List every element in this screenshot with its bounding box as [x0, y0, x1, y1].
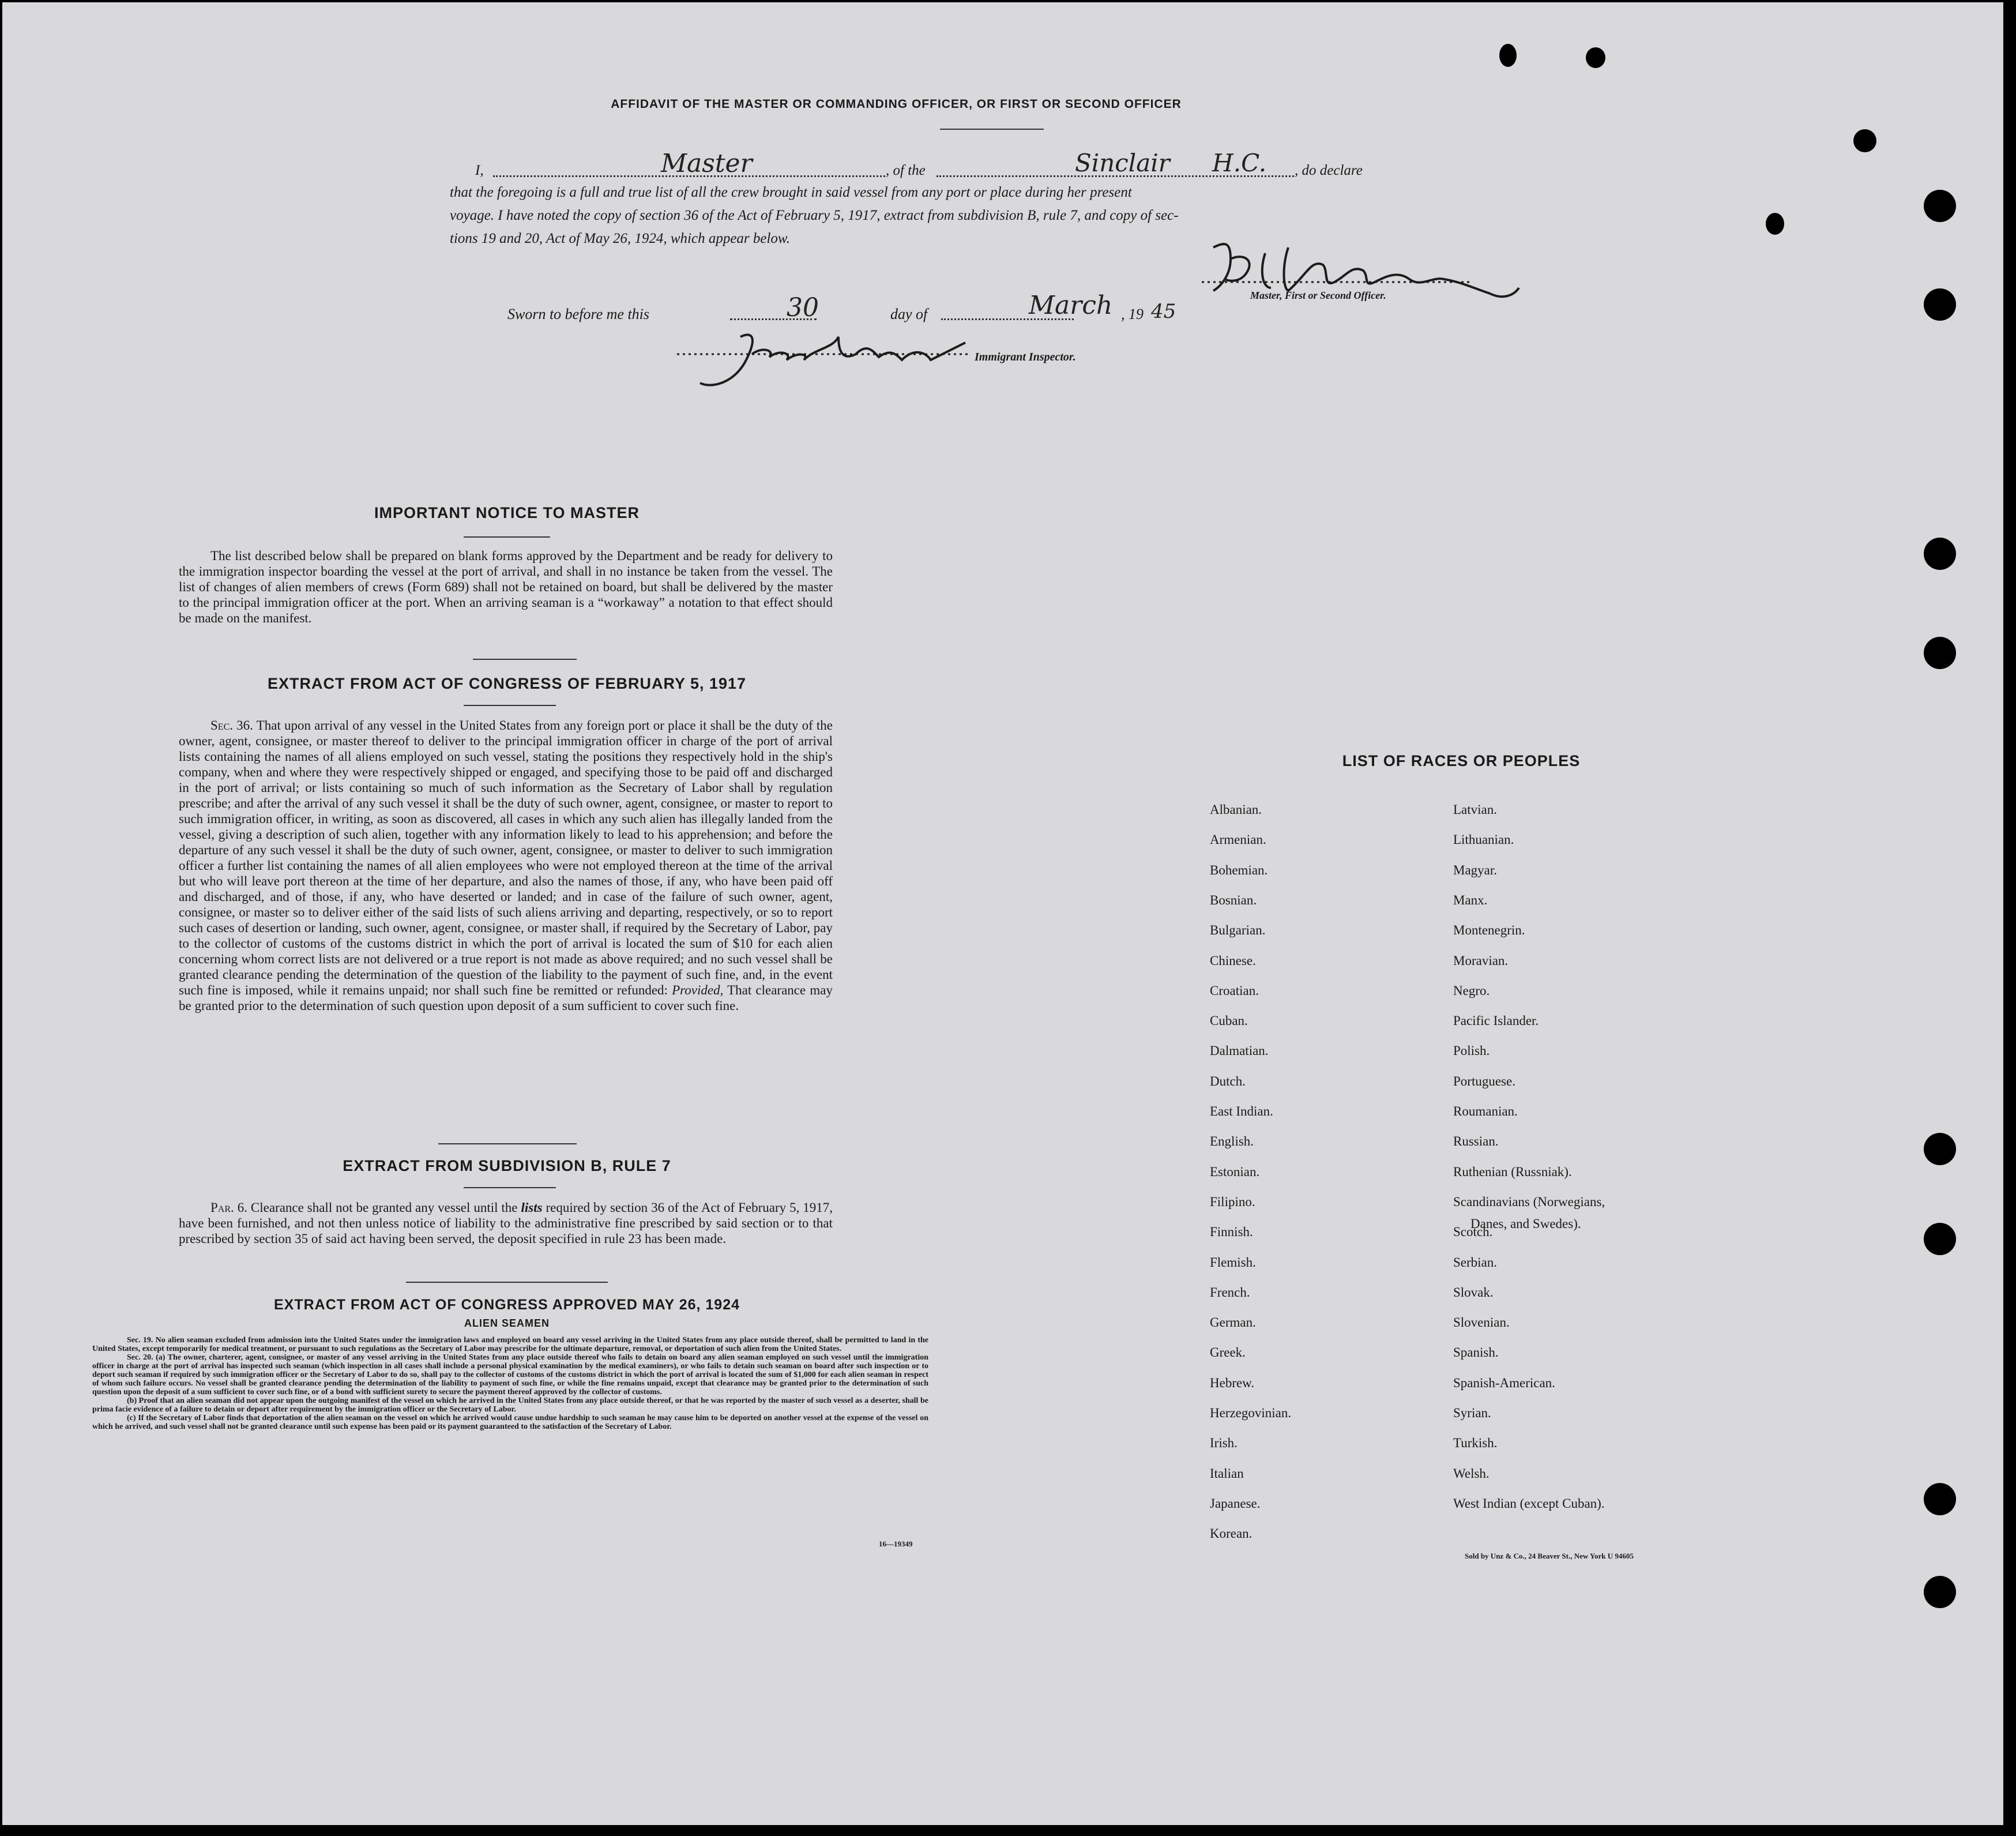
par-label: Par. 6.	[210, 1200, 247, 1215]
race-item: Serbian.	[1453, 1255, 1498, 1270]
race-item: Greek.	[1210, 1345, 1246, 1360]
race-item: Welsh.	[1453, 1466, 1490, 1481]
race-item: Herzegovinian.	[1210, 1406, 1292, 1420]
affidavit-line3: voyage. I have noted the copy of section 36 of the Act of February 5, 1917, extract from subdivision B, rule 7, and copy of sec-	[450, 208, 1179, 223]
inspector-signature	[665, 325, 988, 395]
race-item: Croatian.	[1210, 983, 1259, 998]
punch-hole	[1586, 47, 1605, 68]
race-item: Dutch.	[1210, 1074, 1246, 1088]
race-item: Lithuanian.	[1453, 832, 1514, 847]
alien-seamen-subtitle: ALIEN SEAMEN	[464, 1317, 550, 1329]
race-item: Latvian.	[1453, 802, 1497, 817]
inspector-caption: Immigrant Inspector.	[975, 351, 1076, 363]
punch-hole	[1924, 538, 1956, 570]
race-item: German.	[1210, 1315, 1256, 1330]
race-item: French.	[1210, 1285, 1250, 1300]
race-item: Spanish.	[1453, 1345, 1499, 1360]
form-number: 16—19349	[879, 1540, 913, 1548]
race-item: Italian	[1210, 1466, 1244, 1481]
year-prefix: , 19	[1121, 306, 1144, 322]
race-item: Bohemian.	[1210, 863, 1268, 877]
section-36-end: That clearance may be granted prior to the determination of such question upon deposit of a sum sufficient to cover such fine.	[179, 983, 833, 1013]
notice-body	[179, 548, 833, 626]
race-item: Portuguese.	[1453, 1074, 1515, 1088]
race-item: West Indian (except Cuban).	[1453, 1496, 1605, 1511]
sworn-label: Sworn to before me this	[507, 306, 650, 322]
race-item: Russian.	[1453, 1134, 1499, 1148]
subdivision-b-body	[179, 1200, 833, 1246]
sec-19-text: Sec. 19. No alien seaman excluded from admission into the United States under the immigration laws and employed on board any vessel arriving in the United States from any place outside thereof, shall be permitted to land in the United States, except temporarily for medical treatment, or pursuant to such regulations as the Secretary of Labor may prescribe for the ultimate departure, removal, or deportation of such alien from the United States.	[92, 1336, 928, 1353]
extract-1924-body	[92, 1336, 928, 1431]
month-handwritten: March	[1029, 291, 1113, 320]
section-label: Sec. 36.	[210, 718, 253, 733]
affidavit-title: AFFIDAVIT OF THE MASTER OR COMMANDING OFFICER, OR FIRST OR SECOND OFFICER	[611, 97, 1182, 111]
notice-paragraph: The list described below shall be prepared on blank forms approved by the Department and be ready for delivery to the immigration inspector boarding the vessel at the port of arrival, and shall in no instance be taken from the vessel. The list of changes of alien members of crews (Form 689) shall not be retained on board, but shall be delivered by the master to the principal immigration officer at the port. When an arriving seaman is a “workaway” a notation to that effect should be made on the manifest.	[179, 549, 833, 625]
race-item: Chinese.	[1210, 953, 1256, 968]
day-handwritten: 30	[787, 293, 819, 322]
race-item: Japanese.	[1210, 1496, 1261, 1511]
punch-hole	[1924, 637, 1956, 669]
lists-word: lists	[521, 1200, 543, 1215]
affidavit-line2: that the foregoing is a full and true list of all the crew brought in said vessel from any port or place during her present	[450, 185, 1132, 200]
of-the-label: , of the	[886, 163, 926, 178]
divider	[464, 536, 550, 538]
punch-hole	[1924, 1223, 1956, 1255]
punch-hole	[1924, 1576, 1956, 1608]
race-item: Spanish-American.	[1453, 1376, 1555, 1390]
race-item: Magyar.	[1453, 863, 1498, 877]
race-item: Finnish.	[1210, 1225, 1253, 1239]
par-6-text-b: required by section 36 of the Act of February 5, 1917, have been furnished, and not then unless notice of liability to the administrative fine prescribed by said section or to that prescribed by section 35 of said act having been served, the deposit specified in rule 23 has been made.	[179, 1200, 833, 1246]
sec-20c-text: (c) If the Secretary of Labor finds that deportation of the alien seaman on the vessel on which he arrived would cause undue hardship to such seaman he may cause him to be deported on another vessel at the expense of the vessel on which he arrived, and such vessel shall not be granted clearance until such expense has been paid or its payment guaranteed to the satisfaction of the Secretary of Labor.	[92, 1414, 928, 1431]
notice-title: IMPORTANT NOTICE TO MASTER	[374, 504, 640, 521]
divider	[464, 705, 556, 706]
race-item: Flemish.	[1210, 1255, 1256, 1270]
race-item: Negro.	[1453, 983, 1490, 998]
race-item: Armenian.	[1210, 832, 1266, 847]
provided-word: Provided,	[672, 983, 724, 997]
race-item: Bosnian.	[1210, 893, 1257, 907]
master-caption: Master, First or Second Officer.	[1250, 290, 1386, 301]
printer-imprint: Sold by Unz & Co., 24 Beaver St., New York U 94605	[1465, 1552, 1634, 1560]
race-item: English.	[1210, 1134, 1254, 1148]
divider	[940, 129, 1044, 130]
race-item: Estonian.	[1210, 1165, 1260, 1179]
race-item: Cuban.	[1210, 1013, 1248, 1028]
race-item: Roumanian.	[1453, 1104, 1518, 1118]
punch-hole	[1766, 213, 1784, 235]
divider	[473, 659, 577, 660]
race-item: Irish.	[1210, 1436, 1238, 1450]
race-item: Montenegrin.	[1453, 923, 1525, 937]
sec-20b-text: (b) Proof that an alien seaman did not appear upon the outgoing manifest of the vessel on which he arrived in the United States from any place outside thereof, or that he was reported by the master of such vessel as a deserter, shall be prima facie evidence of a failure to detain or deport after requirement by the immigration officer or the Secretary of Labor.	[92, 1396, 928, 1414]
i-label: I,	[475, 163, 484, 178]
day-of-label: day of	[890, 306, 928, 322]
extract-1917-body	[179, 718, 833, 1013]
punch-hole	[1924, 1483, 1956, 1515]
affidavit-line4: tions 19 and 20, Act of May 26, 1924, which appear below.	[450, 231, 791, 246]
race-item: Scotch.	[1453, 1225, 1493, 1239]
race-item: East Indian.	[1210, 1104, 1273, 1118]
race-item: Hebrew.	[1210, 1376, 1255, 1390]
race-item: Pacific Islander.	[1453, 1013, 1539, 1028]
vessel-name-handwritten: Sinclair H.C.	[1075, 149, 1267, 177]
race-item: Korean.	[1210, 1526, 1253, 1541]
divider	[406, 1282, 608, 1283]
punch-hole	[1924, 288, 1956, 321]
form-sheet	[2, 2, 2003, 1825]
race-item: Danes, and Swedes).	[1470, 1217, 1581, 1231]
race-item: Polish.	[1453, 1043, 1490, 1058]
punch-hole	[1853, 129, 1876, 152]
punch-hole	[1924, 1133, 1956, 1165]
year-handwritten: 45	[1151, 300, 1176, 323]
race-item: Ruthenian (Russniak).	[1453, 1165, 1572, 1179]
race-item: Slovak.	[1453, 1285, 1494, 1300]
race-item: Albanian.	[1210, 802, 1262, 817]
punch-hole	[1499, 44, 1517, 67]
race-item: Slovenian.	[1453, 1315, 1510, 1330]
subdivision-b-title: EXTRACT FROM SUBDIVISION B, RULE 7	[343, 1157, 671, 1174]
punch-hole	[1924, 190, 1956, 222]
section-36-text: That upon arrival of any vessel in the United States from any foreign port or place it shall be the duty of the owner, agent, consignee, or master thereof to deliver to the principal immigration officer in charge of the port of arrival lists containing the names of all aliens employed on such vessel, stating the positions they respectively hold in the ship's company, when and where they were respectively shipped or engaged, and specifying those to be paid off and discharged in the port of arrival; or lists containing so much of such information as the Secretary of Labor shall by regulation prescribe; and after the arrival of any such vessel it shall be the duty of such owner, agent, consignee, or master to report to such immigration officer, in writing, as soon as discovered, all cases in which any such alien has illegally landed from the vessel, giving a description of such alien, together with any information likely to lead to his apprehension; and before the departure of any such vessel it shall be the duty of such owner, agent, consignee, or master to deliver to such immigration officer a further list containing the names of all alien employees who were not employed thereon at the time of the arrival but who will leave port thereon at the time of her departure, and also the names of those, if any, who have been paid off and discharged, and of those, if any, who have deserted or landed; and in case of the failure of such owner, agent, consignee, or master so to deliver either of the said lists of such aliens arriving and departing, respectively, or so to report such cases of desertion or landing, such owner, agent, consignee, or master shall, if required by the Secretary of Labor, pay to the collector of customs of the customs district in which the port of arrival is located the sum of $10 for each alien concerning whom correct lists are not delivered or a true report is not made as above required; and no such vessel shall be granted clearance pending the determination of the question of the liability to the payment of such fine, and, in the event such fine is imposed, while it remains unpaid; nor shall such fine be remitted or refunded:	[179, 718, 833, 997]
race-item: Filipino.	[1210, 1195, 1255, 1209]
do-declare-label: , do declare	[1295, 163, 1363, 178]
race-item: Moravian.	[1453, 953, 1509, 968]
race-item: Turkish.	[1453, 1436, 1498, 1450]
master-name-handwritten: Master	[661, 149, 753, 178]
extract-1924-title: EXTRACT FROM ACT OF CONGRESS APPROVED MAY 26, 1924	[273, 1297, 740, 1313]
extract-1917-title: EXTRACT FROM ACT OF CONGRESS OF FEBRUARY 5, 1917	[267, 675, 747, 692]
sworn-line	[504, 291, 1254, 330]
race-item: Syrian.	[1453, 1406, 1491, 1420]
race-item: Scandinavians (Norwegians,	[1453, 1195, 1605, 1209]
races-title: LIST OF RACES OR PEOPLES	[1342, 752, 1581, 769]
race-item: Bulgarian.	[1210, 923, 1266, 937]
race-item: Manx.	[1453, 893, 1488, 907]
par-6-text-a: Clearance shall not be granted any vessel until the	[250, 1200, 518, 1215]
affidavit-line1	[450, 149, 1540, 187]
sec-20a-text: Sec. 20. (a) The owner, charterer, agent, consignee, or master of any vessel arriving in the United States from any place outside thereof who fails to detain on board any alien seaman employed on such vessel until the immigration officer in charge at the port of arrival has inspected such seaman (which inspection in all cases shall include a personal physical examination by the medical examiners), or who fails to detain such seaman on board after such inspection or to deport such seaman if required by such immigration officer or the Secretary of Labor to do so, shall pay to the collector of customs of the customs district in which the port of arrival is located the sum of $1,000 for each alien seaman in respect of whom such failure occurs. No vessel shall be granted clearance pending the determination of the liability to payment of such fine, or while the fine remains unpaid, except that clearance may be granted prior to the determination of such question upon the deposit of a sum sufficient to cover such fine, or of a bond with sufficient surety to secure the payment thereof approved by the collector of customs.	[92, 1353, 928, 1396]
race-item: Dalmatian.	[1210, 1043, 1269, 1058]
divider	[464, 1187, 556, 1188]
divider	[438, 1143, 577, 1144]
